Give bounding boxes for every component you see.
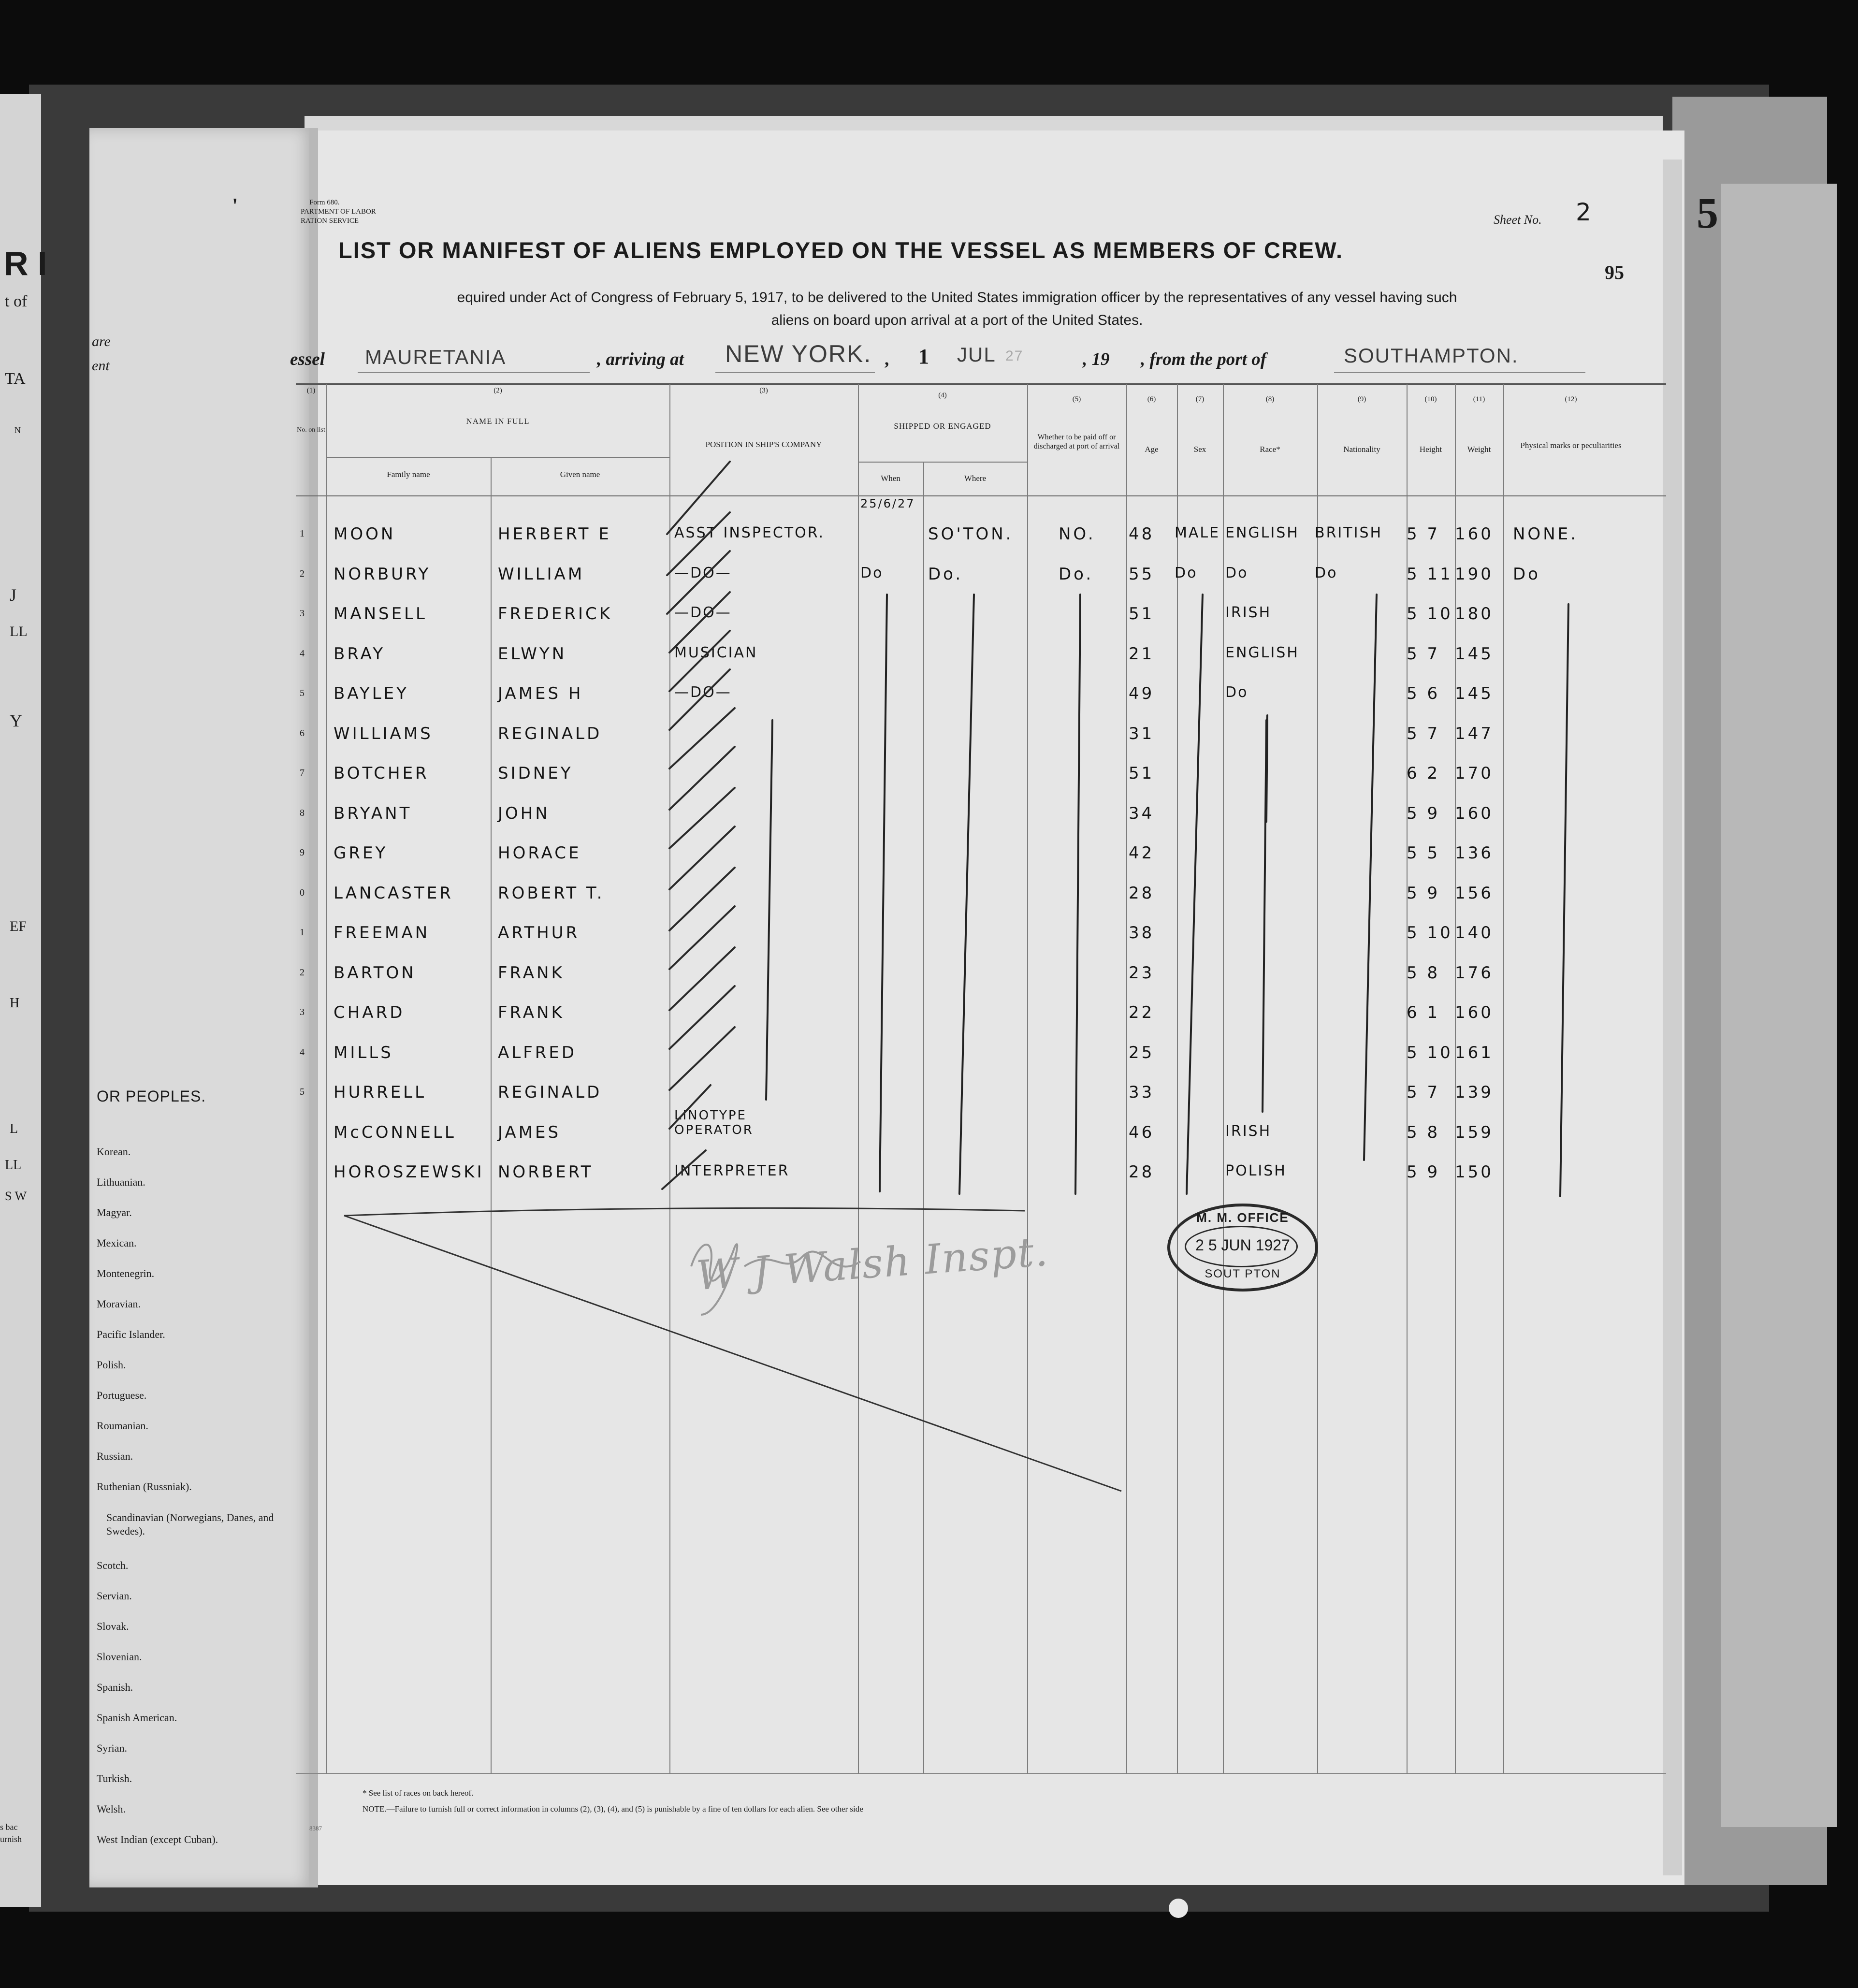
weight-cell: 150 <box>1455 1162 1494 1182</box>
family-name-cell: HOROSZEWSKI <box>334 1162 484 1182</box>
arrival-comma: , <box>885 349 889 369</box>
left-fragment-10: Y <box>10 711 22 730</box>
weight-cell: 170 <box>1455 764 1494 783</box>
race-item: Servian. <box>97 1590 132 1602</box>
age-cell: 51 <box>1129 764 1155 783</box>
left-fragment-12: H <box>10 996 20 1011</box>
left-fragment-11: EF <box>10 918 27 934</box>
position-cell: —DO— <box>674 564 732 581</box>
given-name-cell: NORBERT <box>498 1162 594 1182</box>
sheet-number-label: Sheet No. <box>1494 213 1542 227</box>
shipped-where-cell: SO'TON. <box>928 524 1014 544</box>
race-cell: ENGLISH <box>1225 524 1299 541</box>
ditto-line-sex <box>1187 595 1203 1194</box>
header-height: Height <box>1419 445 1442 454</box>
left-fragment-3: are <box>92 334 111 349</box>
col-number: (5) <box>1072 395 1081 403</box>
given-name-cell: FRANK <box>498 963 565 983</box>
left-fragment-9: LL <box>10 624 28 639</box>
position-cell: —DO— <box>674 684 732 701</box>
age-cell: 42 <box>1129 843 1155 863</box>
mm-office-stamp <box>1167 1204 1318 1291</box>
age-cell: 38 <box>1129 923 1155 943</box>
height-cell: 5 6 <box>1407 684 1440 703</box>
family-name-cell: MANSELL <box>334 604 427 624</box>
left-fragment-17: S W <box>5 1189 27 1203</box>
shipped-when-cell: Do <box>860 564 884 581</box>
race-item: Russian. <box>97 1450 133 1462</box>
left-fragment-2: t of <box>5 292 28 310</box>
family-name-cell: BOTCHER <box>334 764 429 783</box>
col-number: (4) <box>938 392 947 399</box>
nationality-cell: BRITISH <box>1315 524 1383 541</box>
age-cell: 28 <box>1129 883 1155 903</box>
header-physical-marks: Physical marks or peculiarities <box>1520 441 1622 450</box>
age-cell: 28 <box>1129 1162 1155 1182</box>
race-cell: IRISH <box>1225 1122 1272 1140</box>
age-cell: 46 <box>1129 1122 1155 1142</box>
given-name-cell: ELWYN <box>498 644 567 664</box>
left-fragment-1: R I <box>4 245 47 282</box>
header-age: Age <box>1145 445 1159 454</box>
ditto-line-marks <box>1560 604 1568 1196</box>
race-item: West Indian (except Cuban). <box>97 1833 218 1845</box>
race-item: Welsh. <box>97 1803 126 1815</box>
row-number: 6 <box>300 727 305 739</box>
height-cell: 5 8 <box>1407 1122 1440 1142</box>
row-number: 0 <box>300 887 305 898</box>
header-family-name: Family name <box>387 470 430 479</box>
weight-cell: 145 <box>1455 644 1494 664</box>
manifest-subtitle-1: equired under Act of Congress of February 5, 1917, to be delivered to the United States immigration officer by the representatives of any vessel having such <box>457 290 1457 305</box>
col-number: (3) <box>759 387 768 394</box>
given-name-cell: ALFRED <box>498 1043 577 1062</box>
manifest-subtitle-2: aliens on board upon arrival at a port of the United States. <box>771 312 1143 328</box>
age-cell: 55 <box>1129 564 1155 584</box>
race-cell: Do <box>1225 564 1248 581</box>
col-number: (6) <box>1147 395 1156 403</box>
race-item: Lithuanian. <box>97 1176 145 1188</box>
ditto-line-race-c <box>1263 720 1266 1112</box>
weight-cell: 156 <box>1455 883 1494 903</box>
race-item: Magyar. <box>97 1206 132 1219</box>
race-cell: Do <box>1225 684 1248 701</box>
weight-cell: 190 <box>1455 564 1494 584</box>
height-cell: 5 9 <box>1407 883 1440 903</box>
race-item: Scotch. <box>97 1559 129 1571</box>
age-cell: 48 <box>1129 524 1155 544</box>
family-name-cell: GREY <box>334 843 388 863</box>
age-cell: 25 <box>1129 1043 1155 1062</box>
header-where: Where <box>964 474 987 483</box>
header-sex: Sex <box>1193 445 1206 454</box>
family-name-cell: MILLS <box>334 1043 393 1062</box>
height-cell: 5 9 <box>1407 1162 1440 1182</box>
given-name-cell: ARTHUR <box>498 923 580 943</box>
family-name-cell: McCONNELL <box>334 1122 456 1142</box>
height-cell: 5 10 <box>1407 1043 1453 1062</box>
manifest-title: LIST OR MANIFEST OF ALIENS EMPLOYED ON THE VESSEL AS MEMBERS OF CREW. <box>338 237 1344 263</box>
row-number: 9 <box>300 847 305 858</box>
race-item: Korean. <box>97 1146 131 1158</box>
race-item: Ruthenian (Russniak). <box>97 1480 192 1493</box>
race-item: Portuguese. <box>97 1389 147 1401</box>
row-number: 5 <box>300 688 305 698</box>
footer-note-penalty: NOTE.—Failure to furnish full or correct information in columns (2), (3), (4), and (5) is punishable by a fine of ten dollars for each alien. See other side <box>363 1804 863 1814</box>
arrival-year: 27 <box>1005 348 1024 364</box>
ditto-line-nationality <box>1364 595 1377 1160</box>
row-number: 3 <box>300 608 305 619</box>
left-fragment-8: J <box>10 585 17 605</box>
race-item: Spanish American. <box>97 1712 177 1724</box>
arrival-day: 1 <box>918 345 929 368</box>
header-name-in-full: NAME IN FULL <box>466 417 530 426</box>
header-weight: Weight <box>1467 445 1491 454</box>
left-fragment-15: L <box>10 1121 18 1136</box>
from-label: , from the port of <box>1141 349 1267 369</box>
left-fragment-16: LL <box>5 1158 22 1173</box>
family-name-cell: WILLIAMS <box>334 724 433 743</box>
row-number: 7 <box>300 768 305 778</box>
race-cell: IRISH <box>1225 604 1272 621</box>
height-cell: 6 1 <box>1407 1003 1440 1022</box>
page-number: 95 <box>1605 261 1624 283</box>
header-no-on-list: No. on list <box>297 426 325 434</box>
race-item: Slovenian. <box>97 1651 142 1663</box>
left-fragment-18: s bac <box>0 1822 18 1832</box>
race-item: Polish. <box>97 1359 126 1371</box>
weight-cell: 161 <box>1455 1043 1494 1062</box>
header-nationality: Nationality <box>1343 445 1380 454</box>
shipped-where-cell: Do. <box>928 564 963 584</box>
given-name-cell: FRANK <box>498 1003 565 1022</box>
weight-cell: 147 <box>1455 724 1494 743</box>
col-number: (2) <box>494 387 502 394</box>
race-item: Montenegrin. <box>97 1267 155 1279</box>
header-race: Race* <box>1260 445 1280 454</box>
race-item: Spanish. <box>97 1681 133 1693</box>
given-name-cell: ROBERT T. <box>498 883 605 903</box>
stamp-bottom-text: SOUT PTON <box>1205 1267 1281 1280</box>
row-number: 5 <box>300 1087 305 1097</box>
family-name-cell: BRAY <box>334 644 385 664</box>
header-discharged: Whether to be paid off or discharged at port of arrival <box>1033 433 1120 450</box>
position-cell: —DO— <box>674 604 732 621</box>
col-number: (12) <box>1565 395 1577 403</box>
sex-cell: MALE <box>1175 524 1220 541</box>
weight-cell: 160 <box>1455 524 1494 544</box>
arrival-port: NEW YORK. <box>725 340 872 367</box>
age-cell: 33 <box>1129 1083 1155 1102</box>
family-name-cell: HURRELL <box>334 1083 427 1102</box>
race-item: Turkish. <box>97 1772 132 1785</box>
weight-cell: 136 <box>1455 843 1494 863</box>
vessel-label: essel <box>290 349 325 369</box>
row-number: 1 <box>300 927 305 938</box>
race-item: Roumanian. <box>97 1420 148 1432</box>
weight-cell: 176 <box>1455 963 1494 983</box>
physical-marks-cell: NONE. <box>1513 524 1578 544</box>
race-item: Pacific Islander. <box>97 1328 165 1340</box>
race-item: Syrian. <box>97 1742 127 1754</box>
departure-port: SOUTHAMPTON. <box>1344 344 1519 367</box>
given-name-cell: WILLIAM <box>498 564 585 584</box>
given-name-cell: REGINALD <box>498 1083 602 1102</box>
col-number: (8) <box>1265 395 1275 403</box>
height-cell: 5 11 <box>1407 564 1453 584</box>
race-item: Slovak. <box>97 1620 129 1632</box>
age-cell: 21 <box>1129 644 1155 664</box>
weight-cell: 160 <box>1455 1003 1494 1022</box>
nationality-cell: Do <box>1315 564 1338 581</box>
ditto-line-discharged <box>1075 595 1080 1194</box>
row-number: 3 <box>300 1007 305 1017</box>
race-item: Scandinavian (Norwegians, Danes, and Swedes). <box>106 1511 274 1537</box>
year-prefix: , 19 <box>1083 349 1110 369</box>
family-name-cell: BARTON <box>334 963 416 983</box>
footer-print-code: 8387 <box>309 1825 322 1832</box>
header-when: When <box>881 474 900 483</box>
weight-cell: 139 <box>1455 1083 1494 1102</box>
arriving-label: , arriving at <box>597 349 684 369</box>
given-name-cell: FREDERICK <box>498 604 613 624</box>
punch-hole <box>1169 1899 1188 1918</box>
row-number: 4 <box>300 648 305 659</box>
tick-mark: ' <box>232 194 238 218</box>
family-name-cell: BRYANT <box>334 803 412 823</box>
weight-cell: 145 <box>1455 684 1494 703</box>
left-fragment-4: ent <box>92 358 110 374</box>
header-position: POSITION IN SHIP'S COMPANY <box>705 440 822 449</box>
given-name-cell: HERBERT E <box>498 524 611 544</box>
age-cell: 31 <box>1129 724 1155 743</box>
race-item: Moravian. <box>97 1298 141 1310</box>
family-name-cell: MOON <box>334 524 396 544</box>
height-cell: 6 2 <box>1407 764 1440 783</box>
header-given-name: Given name <box>560 470 600 479</box>
col-number: (11) <box>1473 395 1485 403</box>
age-cell: 49 <box>1129 684 1155 703</box>
races-heading: OR PEOPLES. <box>97 1088 206 1105</box>
weight-cell: 180 <box>1455 604 1494 624</box>
age-cell: 34 <box>1129 803 1155 823</box>
col-number: (7) <box>1195 395 1205 403</box>
race-item: Mexican. <box>97 1237 137 1249</box>
ditto-line-position <box>766 720 772 1100</box>
position-cell: ASST INSPECTOR. <box>674 524 825 541</box>
height-cell: 5 10 <box>1407 923 1453 943</box>
height-cell: 5 10 <box>1407 604 1453 624</box>
vessel-name: MAURETANIA <box>365 346 507 368</box>
race-cell: POLISH <box>1225 1162 1287 1179</box>
weight-cell: 159 <box>1455 1122 1494 1142</box>
form-number: Form 680. PARTMENT OF LABOR RATION SERVICE <box>301 199 376 225</box>
ditto-line-where <box>959 595 974 1194</box>
sex-cell: Do <box>1175 564 1198 581</box>
position-cell: MUSICIAN <box>674 644 758 661</box>
col-number: (9) <box>1357 395 1366 403</box>
family-name-cell: CHARD <box>334 1003 405 1022</box>
sheet-number: 2 <box>1576 198 1591 226</box>
position-cell: LINOTYPE OPERATOR <box>674 1108 754 1137</box>
age-cell: 51 <box>1129 604 1155 624</box>
weight-cell: 140 <box>1455 923 1494 943</box>
given-name-cell: SIDNEY <box>498 764 573 783</box>
position-slashes <box>662 462 735 1189</box>
col-number: (10) <box>1424 395 1437 403</box>
discharged-cell: NO. <box>1059 524 1096 544</box>
given-name-cell: JAMES H <box>498 684 583 703</box>
stamp-top-text: M. M. OFFICE <box>1196 1210 1289 1225</box>
height-cell: 5 9 <box>1407 803 1440 823</box>
row-number: 4 <box>300 1046 305 1058</box>
footer-note-races: * See list of races on back hereof. <box>363 1788 474 1798</box>
row-number: 8 <box>300 807 305 818</box>
height-cell: 5 7 <box>1407 724 1440 743</box>
height-cell: 5 8 <box>1407 963 1440 983</box>
position-cell: INTERPRETER <box>674 1162 790 1179</box>
frame-number: 5 <box>1697 189 1718 237</box>
weight-cell: 160 <box>1455 803 1494 823</box>
physical-marks-cell: Do <box>1513 564 1540 584</box>
row-number: 2 <box>300 568 305 579</box>
family-name-cell: BAYLEY <box>334 684 409 703</box>
given-name-cell: JAMES <box>498 1122 561 1142</box>
height-cell: 5 7 <box>1407 644 1440 664</box>
height-cell: 5 7 <box>1407 1083 1440 1102</box>
given-name-cell: HORACE <box>498 843 581 863</box>
shipped-when-cell: 25/6/27 <box>860 497 915 510</box>
row-number: 2 <box>300 967 305 978</box>
family-name-cell: NORBURY <box>334 564 431 584</box>
family-name-cell: LANCASTER <box>334 883 453 903</box>
arrival-month: JUL <box>957 343 996 366</box>
row-number: 1 <box>300 528 305 539</box>
age-cell: 22 <box>1129 1003 1155 1022</box>
height-cell: 5 5 <box>1407 843 1440 863</box>
inspector-signature: W J Walsh Inspt. <box>695 1227 1050 1300</box>
header-shipped-engaged: SHIPPED OR ENGAGED <box>894 421 991 431</box>
race-cell: ENGLISH <box>1225 644 1299 661</box>
left-fragment-5: TA <box>5 370 26 388</box>
given-name-cell: JOHN <box>498 803 550 823</box>
left-fragment-19: urnish <box>0 1834 22 1844</box>
given-name-cell: REGINALD <box>498 724 602 743</box>
ditto-line-when <box>880 595 887 1191</box>
col-number: (1) <box>306 387 316 394</box>
height-cell: 5 7 <box>1407 524 1440 544</box>
left-fragment-6: N <box>15 425 21 435</box>
stamp-date: 2 5 JUN 1927 <box>1195 1236 1290 1254</box>
age-cell: 23 <box>1129 963 1155 983</box>
family-name-cell: FREEMAN <box>334 923 430 943</box>
discharged-cell: Do. <box>1059 564 1094 584</box>
